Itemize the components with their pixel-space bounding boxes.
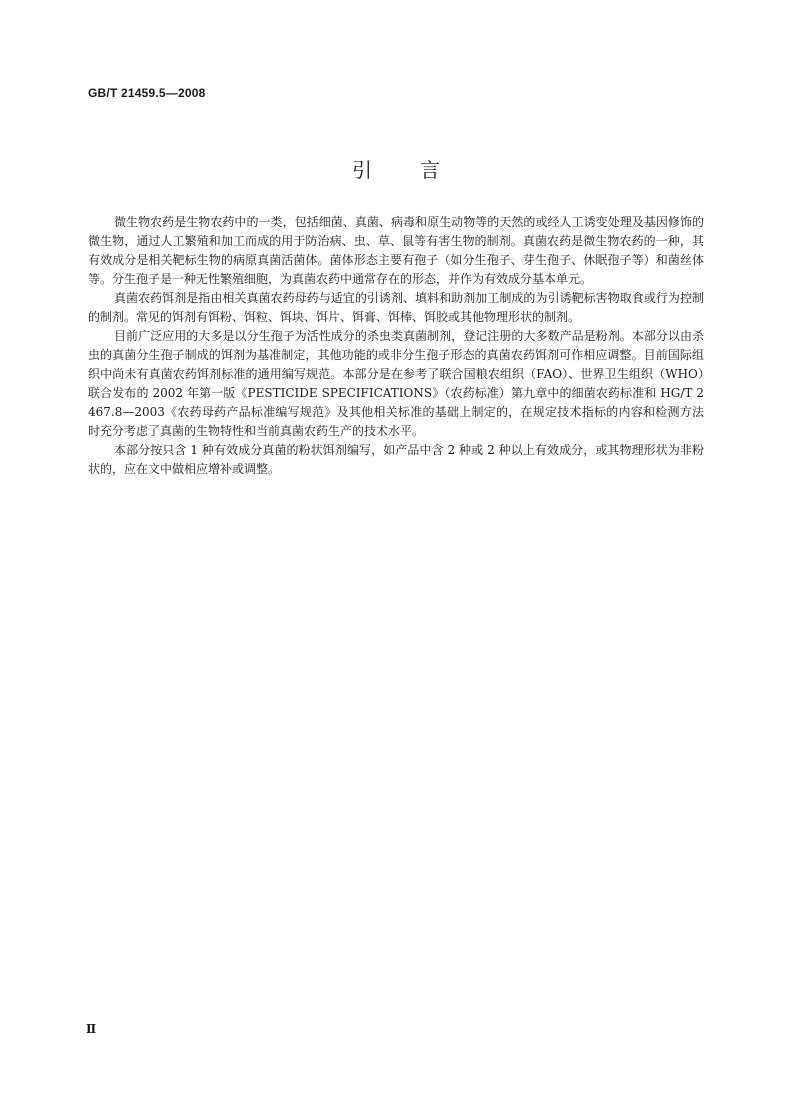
page-number: Ⅱ [86,1022,97,1036]
body-text [88,213,704,479]
paragraph-4: 本部分按只含 1 种有效成分真菌的粉状饵剂编写，如产品中含 2 种或 2 种以上有效成分，或其物理形状为非粉状的，应在文中做相应增补或调整。 [88,443,704,476]
paragraph-3: 目前广泛应用的大多是以分生孢子为活性成分的杀虫类真菌制剂，登记注册的大多数产品是粉剂。本部分以由杀虫的真菌分生孢子制成的饵剂为基准制定，其他功能的或非分生孢子形态的真菌农药饵剂可作相应调整。目前国际组织中尚未有真菌农药饵剂标准的通用编写规范。本部分是在参考了联合国粮农组织（FAO）、世界卫生组织（WHO）联合发布的 2002 年第一版《PESTICIDE SPECIFICATIONS》（农药标准）第九章中的细菌农药标准和 HG/T 2467.8—2003《农药母药产品标准编写规范》及其他相关标准的基础上制定的，在规定技术指标的内容和检测方法时充分考虑了真菌的生物特性和当前真菌农药生产的技术水平。 [88,329,704,438]
paragraph-1: 微生物农药是生物农药中的一类，包括细菌、真菌、病毒和原生动物等的天然的或经人工诱变处理及基因修饰的微生物，通过人工繁殖和加工而成的用于防治病、虫、草、鼠等有害生物的制剂。真菌农药是微生物农药的一种，其有效成分是相关靶标生物的病原真菌活菌体。菌体形态主要有孢子（如分生孢子、芽生孢子、休眠孢子等）和菌丝体等。分生孢子是一种无性繁殖细胞，为真菌农药中通常存在的形态，并作为有效成分基本单元。 [88,215,704,286]
page-title: 引言 [352,158,488,182]
standard-number: GB/T 21459.5—2008 [88,86,206,100]
paragraph-2: 真菌农药饵剂是指由相关真菌农药母药与适宜的引诱剂、填料和助剂加工制成的为引诱靶标害物取食或行为控制的制剂。常见的饵剂有饵粉、饵粒、饵块、饵片、饵膏、饵棒、饵胶或其他物理形状的制剂。 [88,291,704,324]
